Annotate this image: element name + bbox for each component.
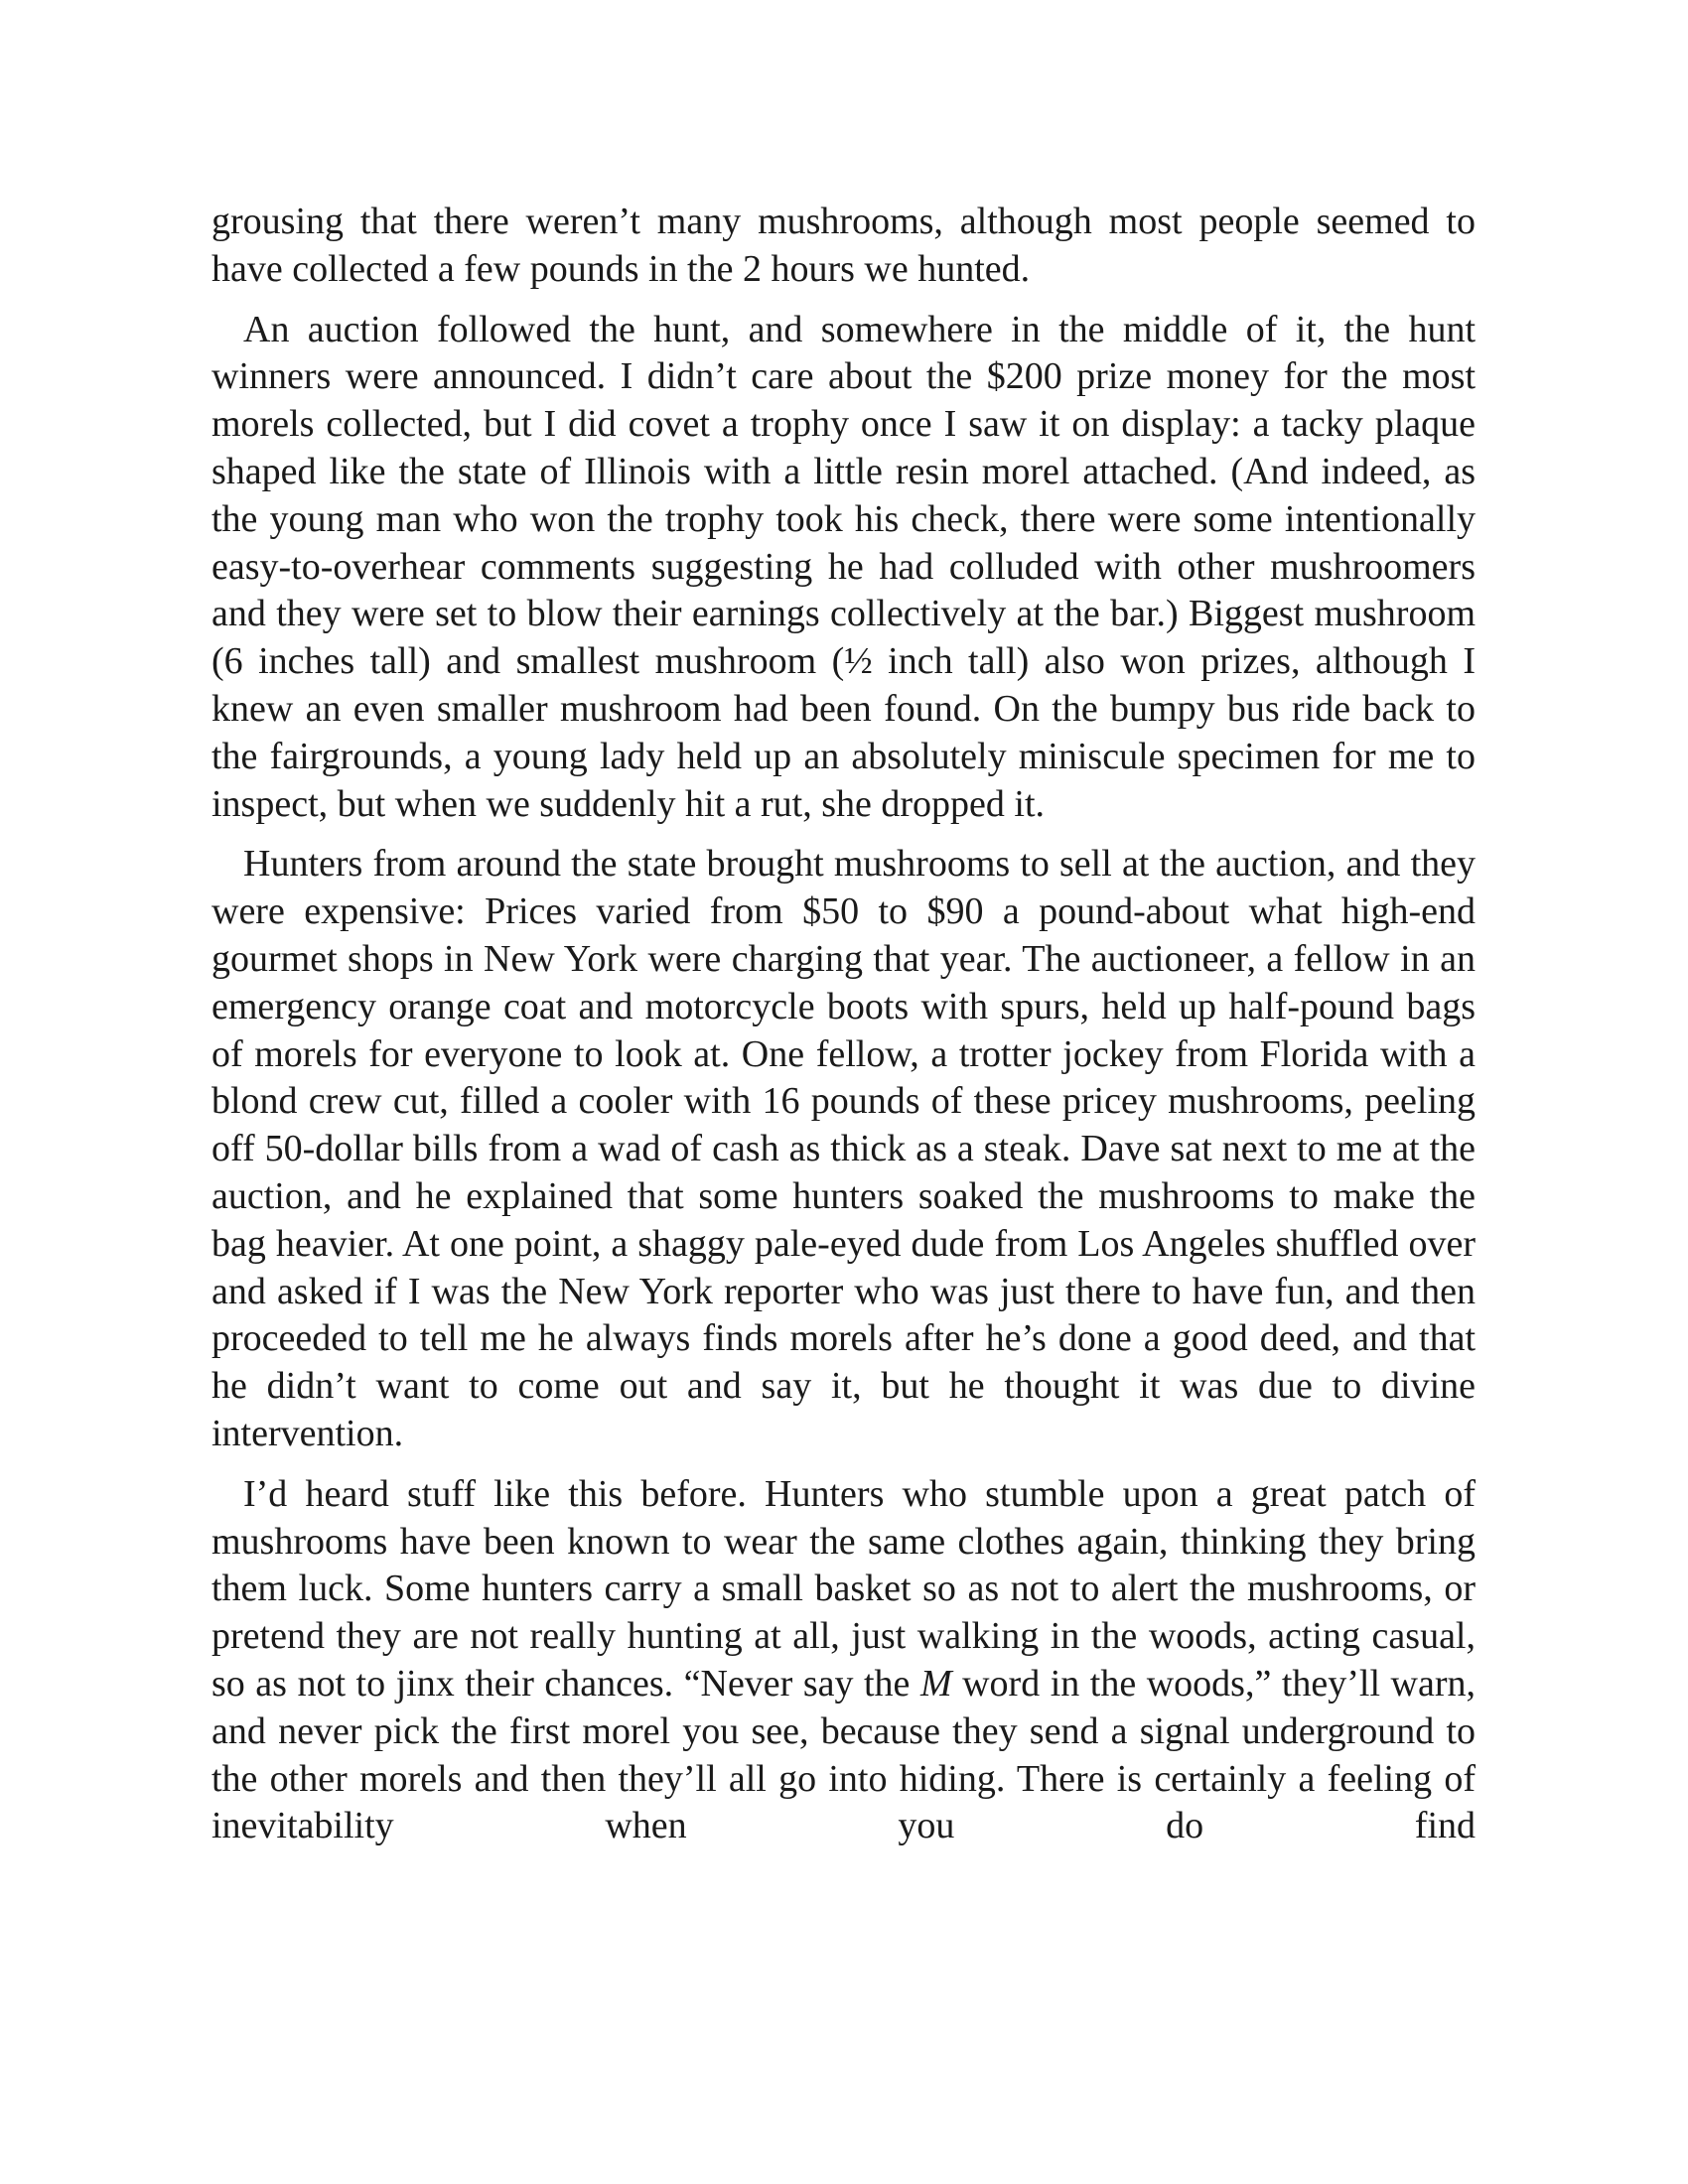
paragraph-superstitions: [211, 1471, 1476, 1850]
paragraph-text: Hunters from around the state brought mushrooms to sell at the auction, and they were expensive: Prices varied from $50 to $90 a pound-about what high-end gourmet shops in New York were charging that year. The auctioneer, a fellow in an emergency orange coat and motorcycle boots with spurs, held up half-pound bags of morels for everyone to look at. One fellow, a trotter jockey from Florida with a blond crew cut, filled a cooler with 16 pounds of these pricey mushrooms, peeling off 50-dollar bills from a wad of cash as thick as a steak. Dave sat next to me at the auction, and he explained that some hunters soaked the mushrooms to make the bag heavier. At one point, a shaggy pale-eyed dude from Los Angeles shuffled over and asked if I was the New York reporter who was just there to have fun, and then proceeded to tell me he always finds morels after he’s done a good deed, and that he didn’t want to come out and say it, but he thought it was due to divine intervention.: [211, 843, 1476, 1454]
page-body: [211, 199, 1476, 1863]
paragraph-text: I’d heard stuff like this before. Hunters who stumble upon a great patch of mushrooms have been known to wear the same clothes again, thinking they bring them luck. Some hunters carry a small basket so as not to alert the mushrooms, or pretend they are not really hunting at all, just walking in the woods, acting casual, so as not to jinx their chances. “Never say the: [211, 1472, 1476, 1705]
paragraph-continued: [211, 199, 1476, 294]
paragraph-auction-prices: [211, 841, 1476, 1457]
italic-m-word: M: [919, 1662, 952, 1705]
paragraph-text: word in the woods,” they’ll warn, and never pick the first morel you see, because they send a signal underground to the other morels and then they’ll all go into hiding. There is certainly a feeling of inevitability when you do find: [211, 1662, 1476, 1847]
paragraph-auction-winners: [211, 307, 1476, 829]
paragraph-text: grousing that there weren’t many mushrooms, although most people seemed to have collected a few pounds in the 2 hours we hunted.: [211, 201, 1476, 290]
paragraph-text: An auction followed the hunt, and somewhere in the middle of it, the hunt winners were announced. I didn’t care about the $200 prize money for the most morels collected, but I did covet a trophy once I saw it on display: a tacky plaque shaped like the state of Illinois with a little resin morel attached. (And indeed, as the young man who won the trophy took his check, there were some intentionally easy-to-overhear comments suggesting he had colluded with other mushroomers and they were set to blow their earnings collectively at the bar.) Biggest mushroom (6 inches tall) and smallest mushroom (½ inch tall) also won prizes, although I knew an even smaller mushroom had been found. On the bumpy bus ride back to the fairgrounds, a young lady held up an absolutely miniscule specimen for me to inspect, but when we suddenly hit a rut, she dropped it.: [211, 308, 1476, 825]
